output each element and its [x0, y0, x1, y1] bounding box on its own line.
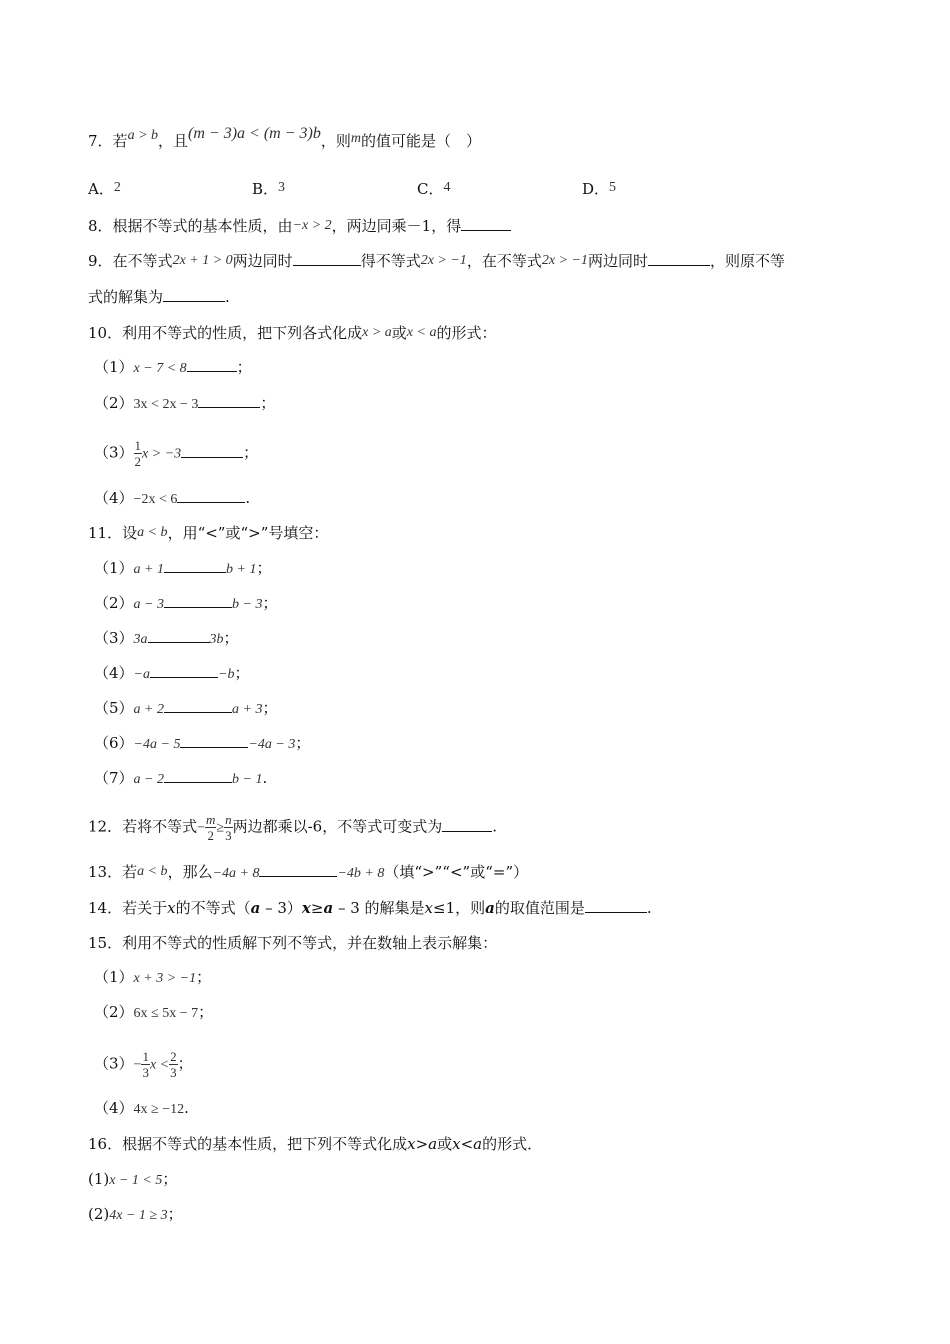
answer-blank[interactable] [164, 558, 226, 573]
q11-item-1: （1）a + 1 b + 1； [94, 559, 272, 577]
question-number: 16． [88, 1135, 123, 1153]
answer-blank[interactable] [150, 663, 218, 678]
question-16: 16．根据不等式的基本性质，把下列不等式化成x>a或x<a的形式． [88, 1135, 543, 1153]
question-8: 8．根据不等式的基本性质，由−x > 2，两边同乘－1，得 [88, 215, 511, 239]
math-expression: a > b [127, 128, 159, 143]
answer-blank[interactable] [163, 287, 225, 302]
answer-blank[interactable] [648, 251, 710, 266]
question-10: 10．利用不等式的性质，把下列各式化成x > a或x < a的形式： [88, 324, 497, 342]
answer-blank[interactable] [461, 216, 511, 231]
question-9: 9．在不等式2x + 1 > 0两边同时 得不等式2x > −1，在不等式2x > −1两边同时 ，则原不等 [88, 252, 785, 270]
fraction: $\frac{2}{3}$ [170, 1049, 177, 1080]
q16-item-2: (2)4x − 1 ≥ 3； [88, 1205, 183, 1223]
q10-item-4: （4）−2x < 6 . [94, 489, 251, 507]
answer-blank[interactable] [585, 898, 647, 913]
answer-blank[interactable] [198, 393, 260, 408]
q15-item-1: （1）x + 3 > −1； [94, 968, 212, 986]
answer-blank[interactable] [181, 443, 243, 458]
q11-item-4: （4）−a −b； [94, 664, 250, 682]
fraction: $\frac{n}{3}$ [225, 812, 232, 843]
math-expression: 2x > −1 [541, 253, 588, 268]
answer-blank[interactable] [148, 628, 210, 643]
math-expression: (m − 3)a < (m − 3)b [188, 125, 321, 142]
answer-blank[interactable] [259, 862, 337, 877]
option-b: B．3 [252, 180, 286, 198]
question-7: 7．若a > b，且(m − 3)a < (m − 3)b，则m的值可能是（ ） [88, 125, 481, 150]
q10-item-2: （2）3x < 2x − 3 ； [94, 394, 276, 412]
fraction: $\frac{m}{2}$ [206, 812, 216, 843]
option-c: C．4 [417, 180, 451, 198]
question-number: 10． [88, 324, 123, 342]
q10-item-1: （1）x − 7 < 8 ； [94, 358, 252, 376]
fraction: $\frac{1}{3}$ [142, 1049, 149, 1080]
question-number: 13． [88, 863, 123, 881]
q11-item-7: （7）a − 2 b − 1. [94, 769, 268, 787]
question-number: 15． [88, 934, 123, 952]
q15-item-4: （4）4x ≥ −12. [94, 1099, 189, 1117]
math-expression: a < b [137, 525, 168, 540]
q15-item-3: （3）− $\frac{1}{3}$ x < $\frac{2}{3}$ ； [94, 1049, 193, 1080]
question-number: 12． [88, 817, 123, 836]
question-15: 15．利用不等式的性质解下列不等式，并在数轴上表示解集： [88, 934, 498, 952]
q16-item-1: (1)x − 1 < 5； [88, 1170, 178, 1188]
answer-blank[interactable] [442, 817, 492, 832]
math-expression: x < a [406, 325, 437, 340]
answer-blank[interactable] [164, 698, 232, 713]
q15-item-2: （2）6x ≤ 5x − 7； [94, 1003, 214, 1021]
question-12: 12．若将不等式− $\frac{m}{2}$ ≥ $\frac{n}{3}$ 两边都乘以-6，不等式可变式为 . [88, 812, 497, 843]
q11-item-3: （3）3a 3b； [94, 629, 239, 647]
math-expression: −x > 2 [292, 218, 332, 233]
math-expression: 2x > −1 [420, 253, 467, 268]
math-expression: m [350, 131, 361, 146]
answer-blank[interactable] [177, 488, 245, 503]
question-number: 7． [88, 132, 113, 150]
answer-blank[interactable] [293, 251, 361, 266]
math-expression: 2x + 1 > 0 [172, 253, 233, 268]
q11-item-2: （2）a − 3 b − 3； [94, 594, 278, 612]
question-14: 14．若关于x的不等式（a – 3）x≥a – 3 的解集是x≤1，则a的取值范围是 . [88, 899, 652, 917]
question-number: 14． [88, 899, 123, 917]
answer-blank[interactable] [180, 733, 248, 748]
answer-blank[interactable] [164, 593, 232, 608]
answer-blank[interactable] [164, 768, 232, 783]
fraction: $\frac{1}{2}$ [134, 438, 142, 469]
option-a: A．2 [88, 180, 121, 198]
option-d: D．5 [582, 180, 617, 198]
math-expression: x > a [362, 325, 392, 340]
question-number: 9． [88, 252, 113, 270]
q11-item-5: （5）a + 2 a + 3； [94, 699, 278, 717]
q10-item-3: （3） $\frac{1}{2}$ x > −3 ； [94, 438, 259, 469]
question-9-cont: 式的解集为 . [88, 288, 230, 306]
question-13: 13．若a < b，那么−4a + 8 −4b + 8（填“>”“<”或“=”） [88, 863, 529, 881]
question-11: 11．设a < b，用“<”或“>”号填空： [88, 524, 329, 542]
question-number: 11． [88, 524, 123, 542]
answer-blank[interactable] [187, 357, 237, 372]
q11-item-6: （6）−4a − 5 −4a − 3； [94, 734, 311, 752]
question-number: 8． [88, 217, 113, 235]
